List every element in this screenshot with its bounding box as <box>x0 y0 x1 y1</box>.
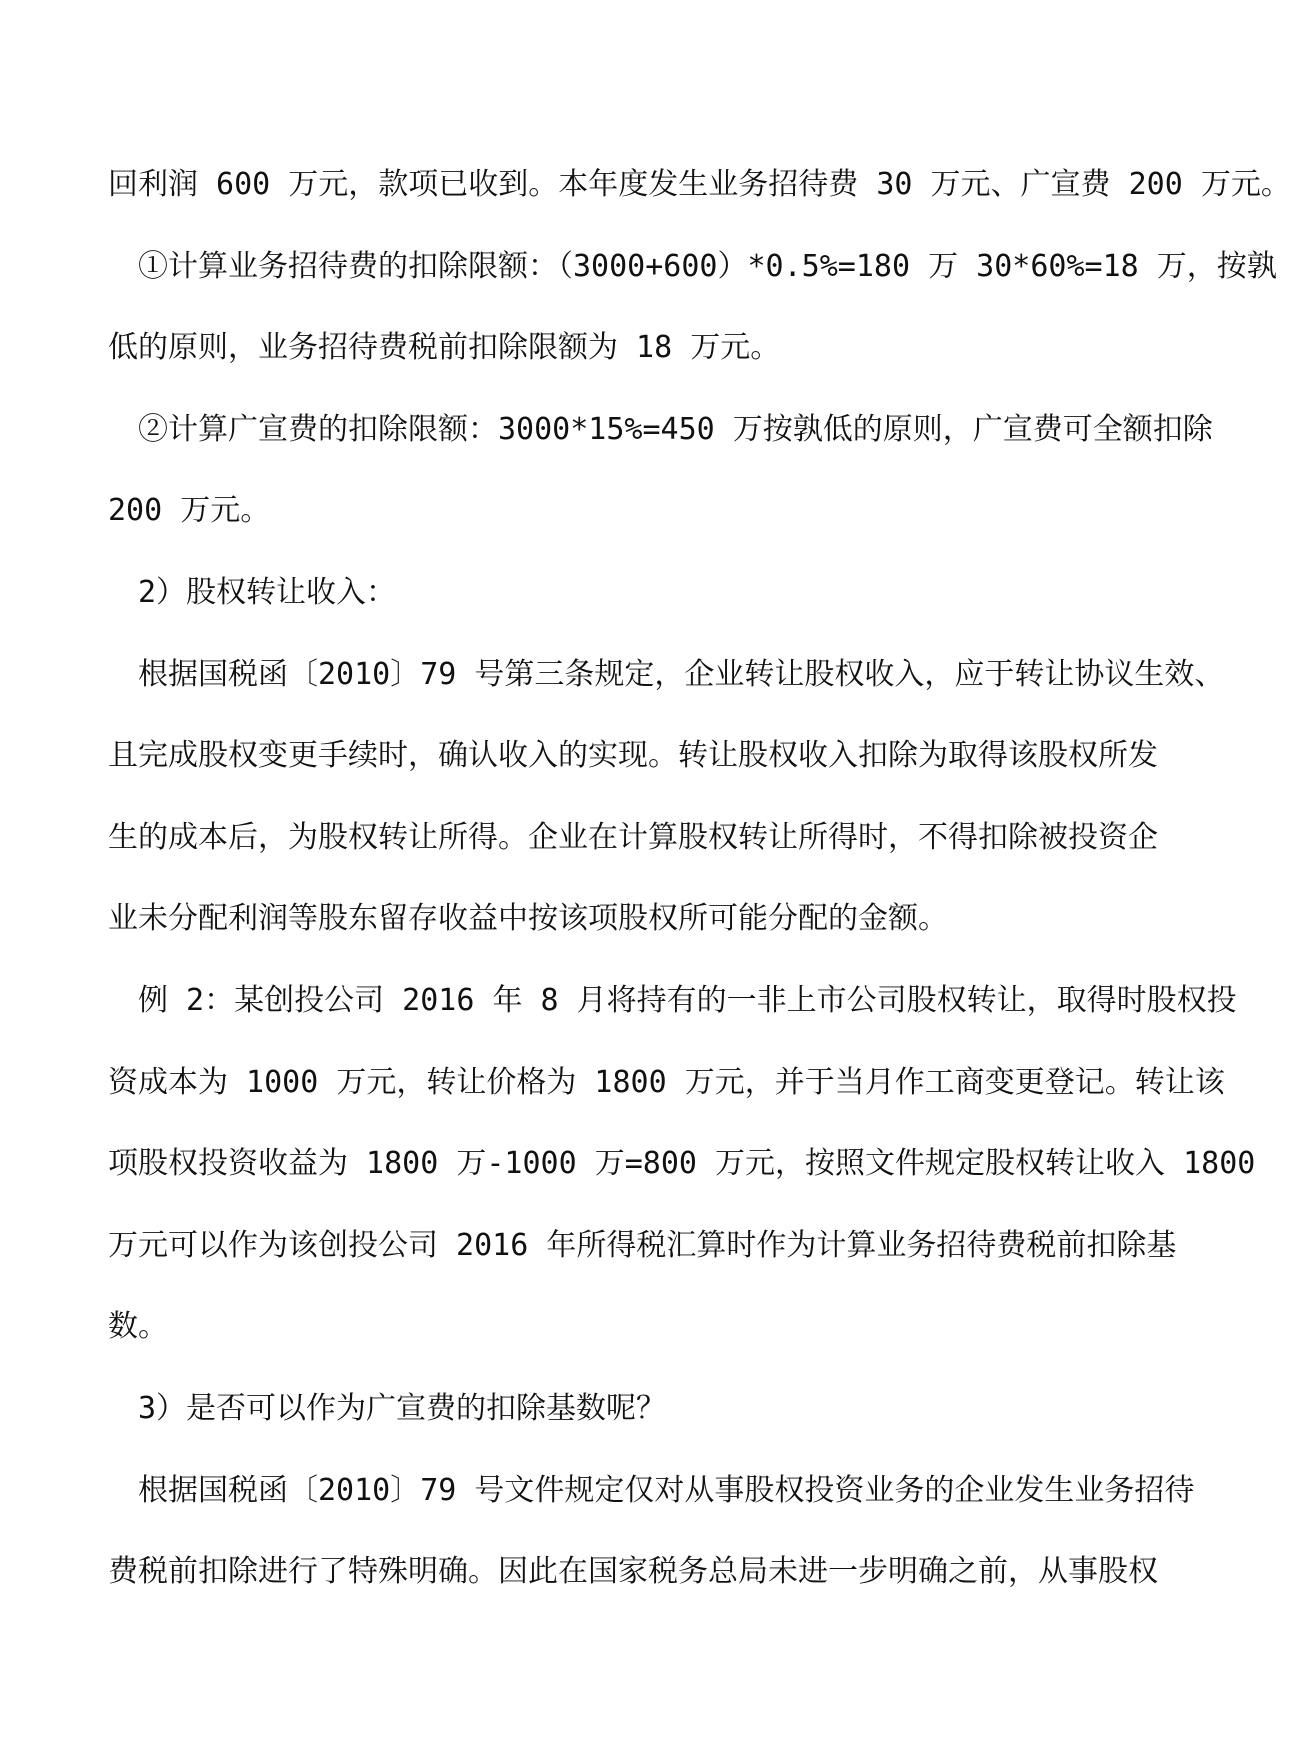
text-line: 200 万元。 <box>108 493 271 529</box>
document-body <box>108 162 1291 1631</box>
text-line: 根据国税函〔2010〕79 号第三条规定，企业转让股权收入，应于转让协议生效、 <box>138 656 1225 692</box>
text-line: 根据国税函〔2010〕79 号文件规定仅对从事股权投资业务的企业发生业务招待 <box>138 1472 1195 1508</box>
text-line: 数。 <box>108 1309 168 1345</box>
text-line: 例 2：某创投公司 2016 年 8 月将持有的一非上市公司股权转让，取得时股权投 <box>138 982 1237 1018</box>
text-line: 生的成本后，为股权转让所得。企业在计算股权转让所得时，不得扣除被投资企 <box>108 819 1158 855</box>
text-line: 且完成股权变更手续时，确认收入的实现。转让股权收入扣除为取得该股权所发 <box>108 738 1158 774</box>
section-heading: 2）股权转让收入： <box>138 574 397 610</box>
text-line: 费税前扣除进行了特殊明确。因此在国家税务总局未进一步明确之前，从事股权 <box>108 1554 1158 1590</box>
text-line: 万元可以作为该创投公司 2016 年所得税汇算时作为计算业务招待费税前扣除基 <box>108 1227 1177 1263</box>
text-line: ②计算广宣费的扣除限额：3000*15%=450 万按孰低的原则，广宣费可全额扣除 <box>138 411 1213 447</box>
text-line: 项股权投资收益为 1800 万-1000 万=800 万元，按照文件规定股权转让收入 1800 <box>108 1146 1256 1182</box>
text-line: 回利润 600 万元，款项已收到。本年度发生业务招待费 30 万元、广宣费 200 万元。 <box>108 167 1291 202</box>
text-line: 资成本为 1000 万元，转让价格为 1800 万元，并于当月作工商变更登记。转让该 <box>108 1064 1225 1100</box>
text-line: 低的原则，业务招待费税前扣除限额为 18 万元。 <box>108 330 781 366</box>
section-heading: 3）是否可以作为广宣费的扣除基数呢？ <box>138 1390 667 1426</box>
text-line: ①计算业务招待费的扣除限额：（3000+600）*0.5%=180 万 30*60%=18 万，按孰 <box>138 248 1277 284</box>
text-line: 业未分配利润等股东留存收益中按该项股权所可能分配的金额。 <box>108 901 948 937</box>
